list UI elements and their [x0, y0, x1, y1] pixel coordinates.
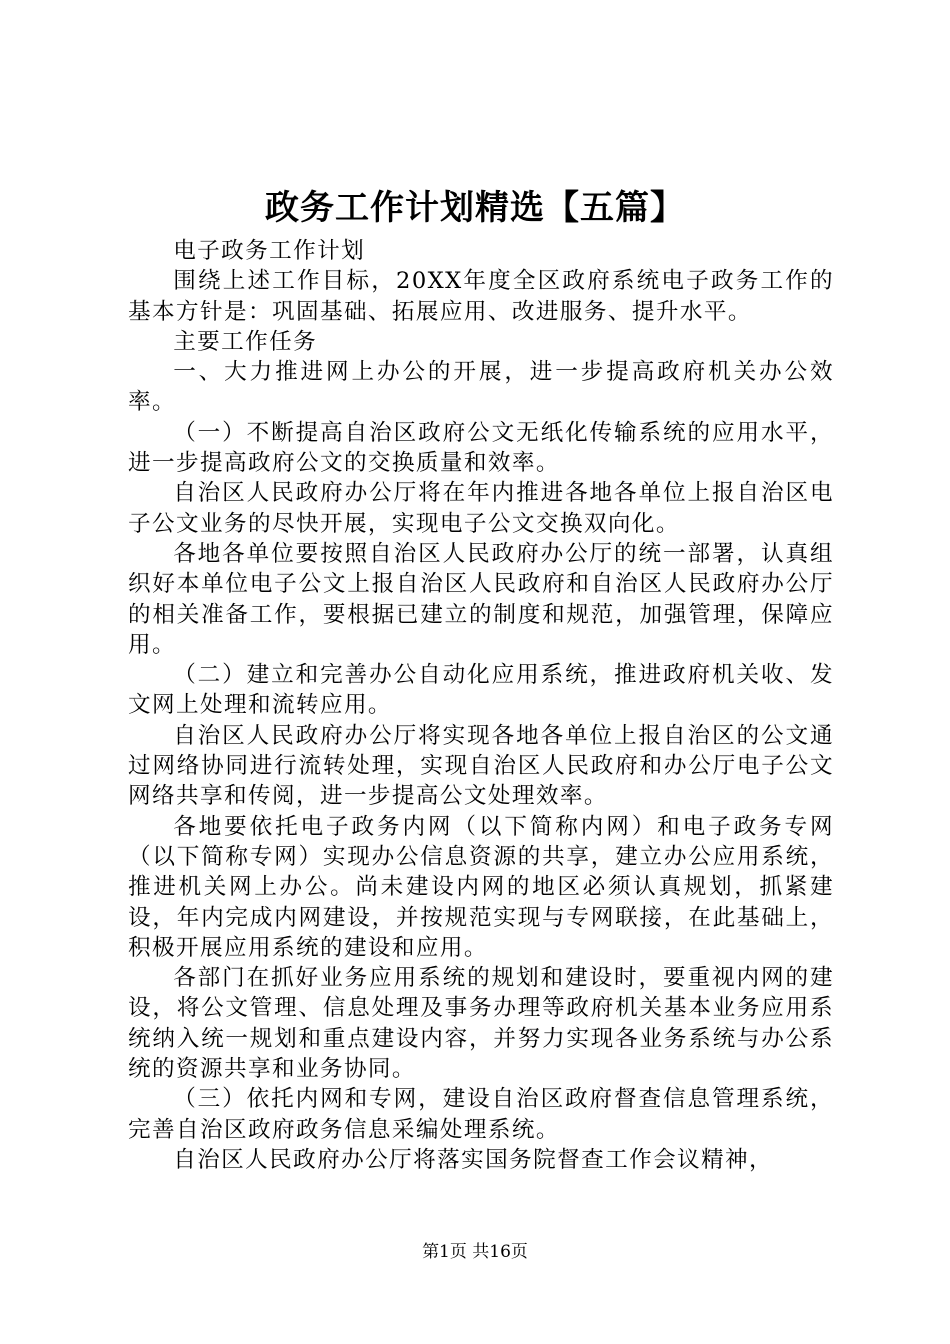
paragraph: 自治区人民政府办公厅将落实国务院督查工作会议精神，: [173, 1146, 774, 1173]
paragraph: 主要工作任务: [173, 328, 318, 355]
paragraph: 电子政务工作计划: [173, 238, 366, 264]
paragraph: 各部门在抓好业务应用系统的规划和建设时，要重视内网的建设，将公文管理、信息处理及事务办理等政府机关基本业务应用系统纳入统一规划和重点建设内容，并努力实现各业务系统与办公系统的资源共享和业务协同。: [128, 965, 834, 1083]
page-number-footer: 第1页 共16页: [422, 1242, 528, 1262]
paragraph: （三）依托内网和专网，建设自治区政府督查信息管理系统，完善自治区政府政务信息采编处理系统。: [128, 1086, 834, 1143]
paragraph: 一、大力推进网上办公的开展，进一步提高政府机关办公效率。: [128, 359, 834, 416]
paragraph: 自治区人民政府办公厅将在年内推进各地各单位上报自治区电子公文业务的尽快开展，实现电子公文交换双向化。: [128, 480, 834, 537]
paragraph: 各地要依托电子政务内网（以下简称内网）和电子政务专网（以下简称专网）实现办公信息资源的共享，建立办公应用系统，推进机关网上办公。尚未建设内网的地区必须认真规划，抓紧建设，年内完成内网建设，并按规范实现与专网联接，在此基础上，积极开展应用系统的建设和应用。: [128, 813, 834, 961]
paragraph: （二）建立和完善办公自动化应用系统，推进政府机关收、发文网上处理和流转应用。: [128, 662, 834, 719]
document-body: [128, 236, 834, 1175]
paragraph: （一）不断提高自治区政府公文无纸化传输系统的应用水平，进一步提高政府公文的交换质量和效率。: [128, 419, 834, 477]
paragraph: 围绕上述工作目标，20XX年度全区政府系统电子政务工作的基本方针是：巩固基础、拓展应用、改进服务、提升水平。: [128, 268, 834, 325]
paragraph: 各地各单位要按照自治区人民政府办公厅的统一部署，认真组织好本单位电子公文上报自治区人民政府和自治区人民政府办公厅的相关准备工作，要根据已建立的制度和规范，加强管理，保障应用。: [128, 540, 834, 658]
paragraph: 自治区人民政府办公厅将实现各地各单位上报自治区的公文通过网络协同进行流转处理，实现自治区人民政府和办公厅电子公文网络共享和传阅，进一步提高公文处理效率。: [128, 722, 834, 810]
document-title: 政务工作计划精选【五篇】: [265, 188, 685, 228]
